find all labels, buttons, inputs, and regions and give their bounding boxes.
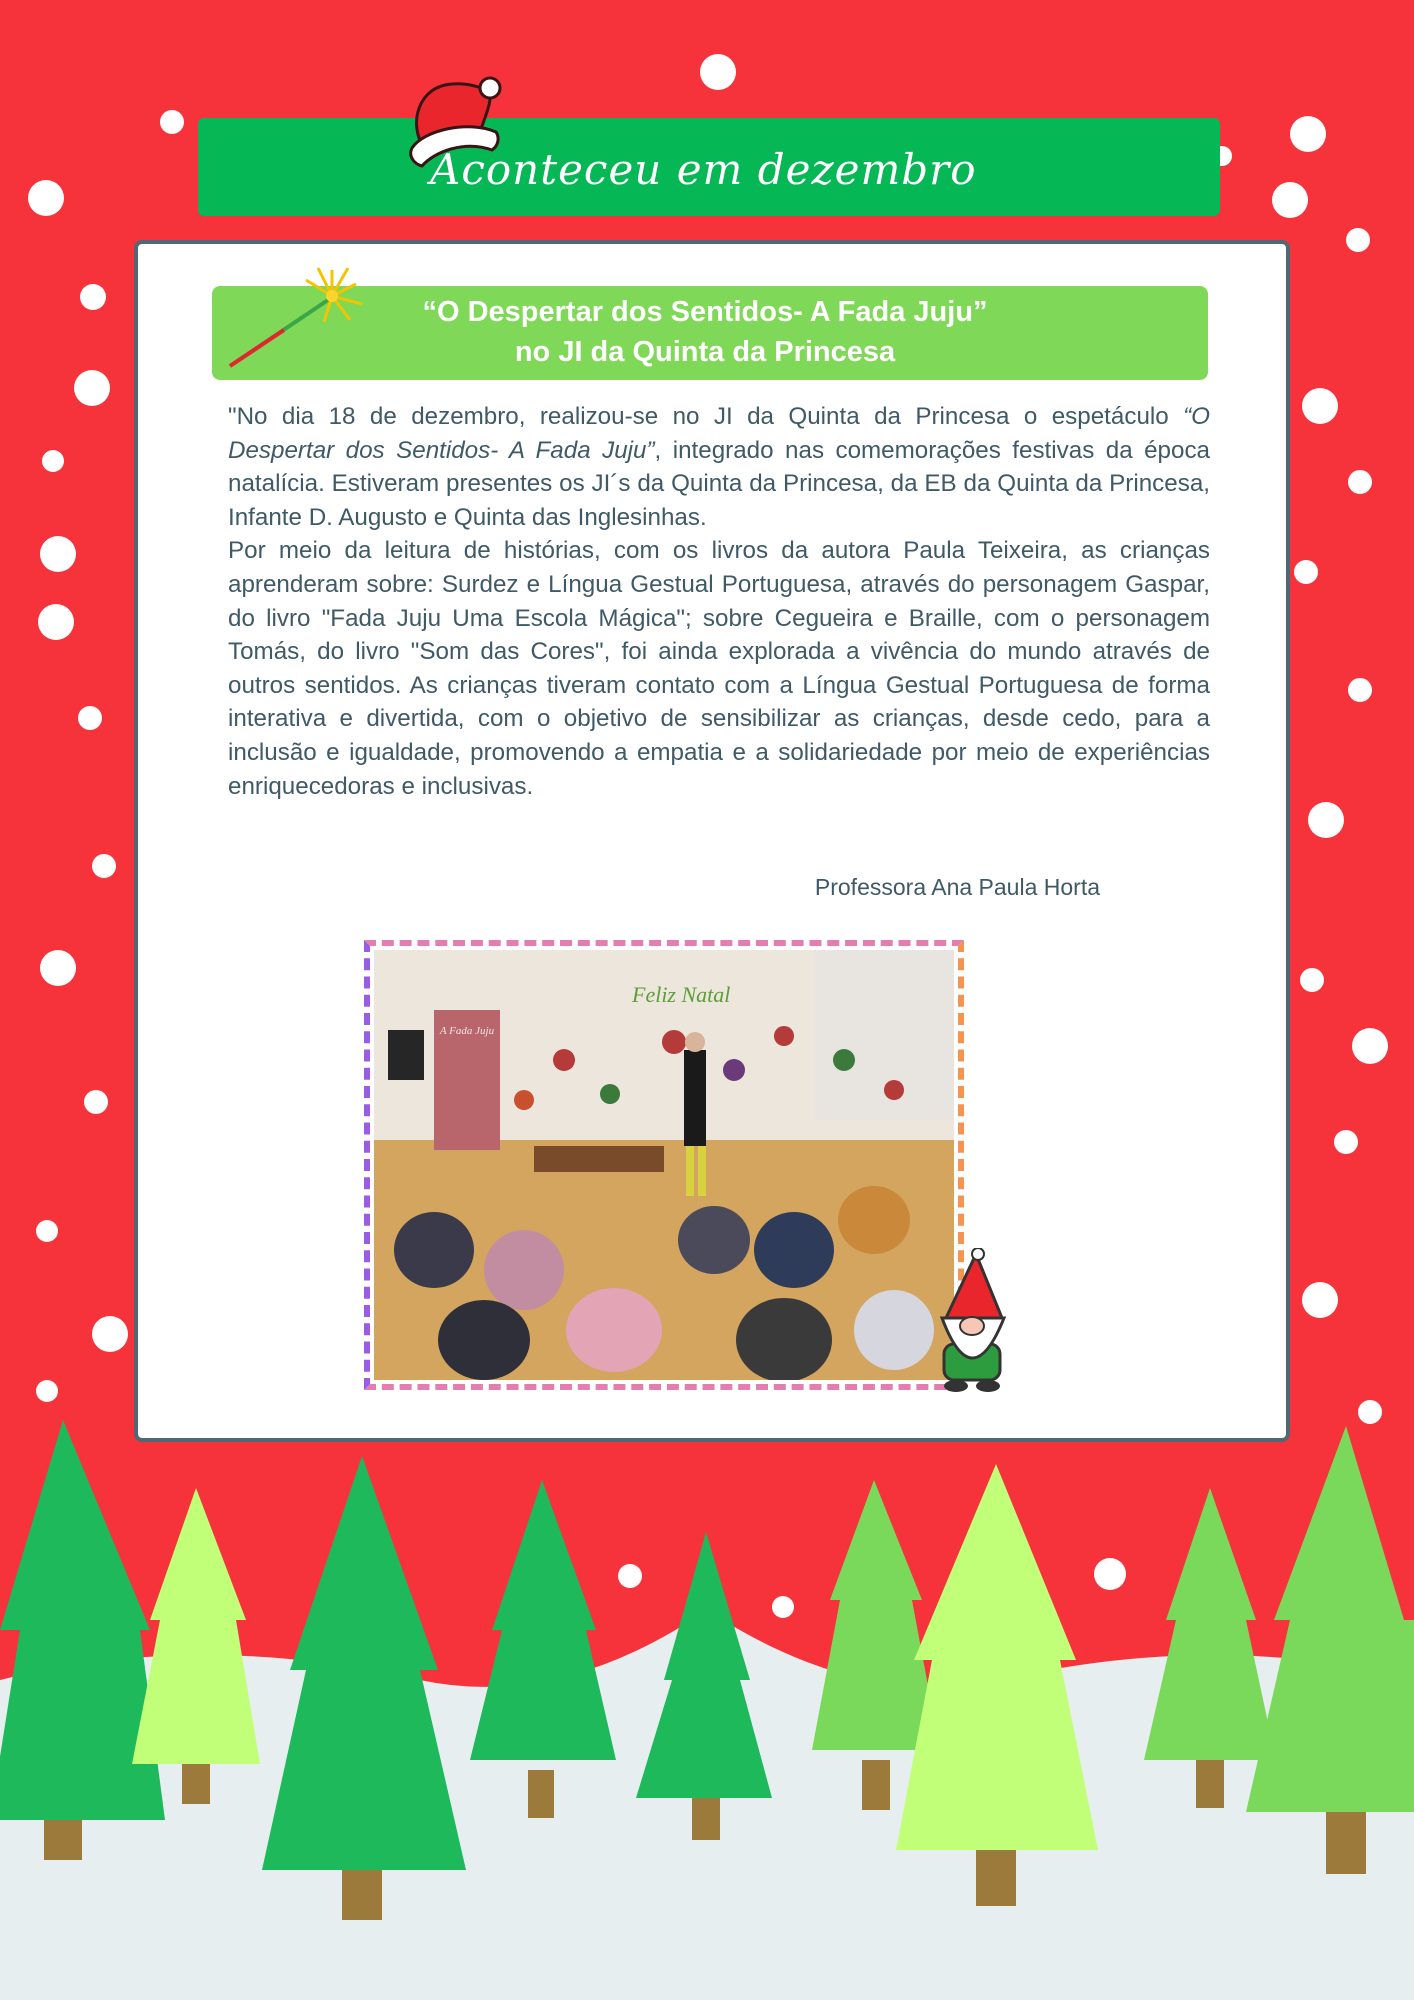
snowflake-dot-icon — [1334, 1130, 1358, 1154]
christmas-forest-scene — [0, 1380, 1414, 2000]
snowflake-dot-icon — [36, 1220, 58, 1242]
article-paragraph-1 — [228, 400, 1210, 534]
christmas-tree-icon — [132, 1488, 260, 1804]
snowflake-dot-icon — [78, 706, 102, 730]
snowflake-dot-icon — [92, 854, 116, 878]
article-title-line1: “O Despertar dos Sentidos- A Fada Juju” — [422, 296, 988, 328]
snowflake-dot-icon — [1352, 1028, 1388, 1064]
snowflake-dot-icon — [1348, 470, 1372, 494]
paragraph-1-intro: "No dia 18 de dezembro, realizou-se no JI da Quinta da Princesa o espetáculo — [228, 403, 1184, 430]
snowflake-dot-icon — [92, 1316, 128, 1352]
snowflake-dot-icon — [28, 180, 64, 216]
christmas-tree-icon — [0, 1420, 165, 1860]
snowflake-dot-icon — [700, 54, 736, 90]
event-photo — [374, 950, 954, 1380]
event-photo-frame — [364, 940, 964, 1390]
gnome-icon — [924, 1248, 1018, 1394]
snowflake-dot-icon — [80, 284, 106, 310]
paragraph-1-show-title: “O Despertar dos Sentidos- A Fada Juju” — [228, 403, 1210, 464]
snowflake-dot-icon — [1290, 116, 1326, 152]
snowflake-dot-icon — [1294, 560, 1318, 584]
snowflake-dot-icon — [42, 450, 64, 472]
snowflake-dot-icon — [40, 950, 76, 986]
article-author: Professora Ana Paula Horta — [814, 874, 1100, 900]
page-title: Aconteceu em dezembro — [430, 145, 977, 194]
snowflake-dot-icon — [160, 110, 184, 134]
snowflake-dot-icon — [74, 370, 110, 406]
paragraph-1-rest: , integrado nas comemorações festivas da época natalícia. Estiveram presentes os JI´s da Quinta da Princesa, da EB da Quinta da Princesa, Infante D. Augusto e Quinta das Inglesinhas. — [228, 436, 1210, 531]
snowflake-dot-icon — [1302, 1282, 1338, 1318]
christmas-tree-icon — [1246, 1426, 1414, 1874]
snowflake-dot-icon — [1302, 388, 1338, 424]
book-banner-text: A Fada Juju — [439, 1025, 495, 1037]
snowflake-dot-icon — [1300, 968, 1324, 992]
snowflake-dot-icon — [1272, 182, 1308, 218]
article-title-line2: no JI da Quinta da Princesa — [514, 336, 896, 368]
wall-text: Feliz Natal — [632, 982, 731, 1007]
article-body — [228, 400, 1210, 803]
snowflake-dot-icon — [38, 604, 74, 640]
snowflake-dot-icon — [84, 1090, 108, 1114]
christmas-tree-icon — [1144, 1488, 1276, 1808]
article-paragraph-2: Por meio da leitura de histórias, com os livros da autora Paula Teixeira, as crianças aprenderam sobre: Surdez e Língua Gestual Portuguesa, através do personagem Gaspar, do livro "Fada Juju Uma Escola Mágica"; sobre Cegueira e Braille, com o personagem Tomás, do livro "Som das Cores", foi ainda explorada a vivência do mundo através de outros sentidos. As crianças tiveram contato com a Língua Gestual Portuguesa de forma interativa e divertida, com o objetivo de sensibilizar as crianças, desde cedo, para a inclusão e igualdade, promovendo a empatia e a solidariedade por meio de experiências enriquecedoras e inclusivas. — [228, 537, 1210, 800]
snowflake-dot-icon — [1346, 228, 1370, 252]
snowflake-dot-icon — [40, 536, 76, 572]
snowflake-dot-icon — [1308, 802, 1344, 838]
article-title — [290, 292, 1120, 372]
snowflake-dot-icon — [1348, 678, 1372, 702]
